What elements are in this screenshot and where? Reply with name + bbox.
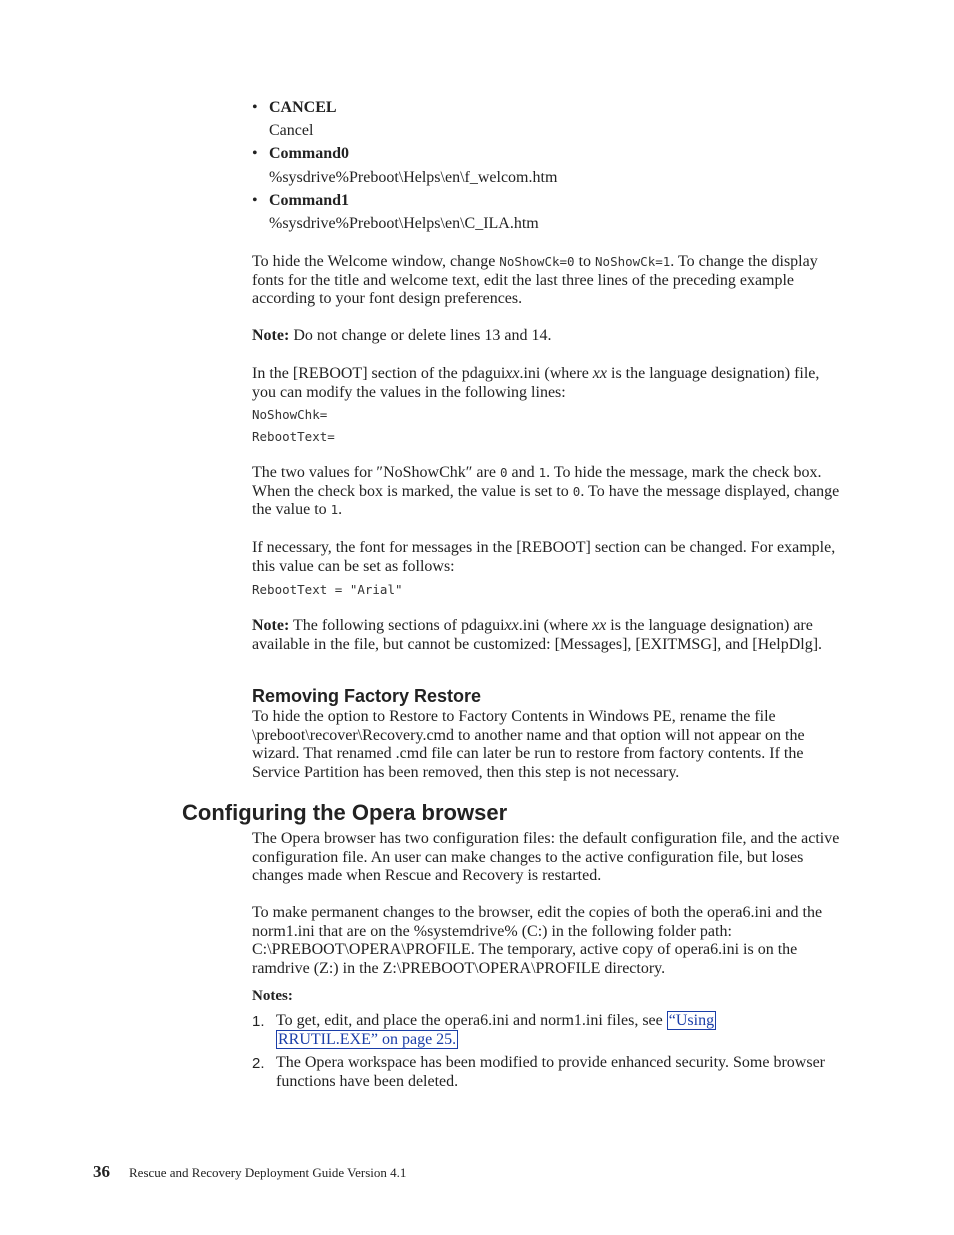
code-line: RebootText= bbox=[252, 429, 335, 444]
paragraph-font-messages: If necessary, the font for messages in the [REBOOT] section can be changed. For example, this value can be set as follows: bbox=[252, 539, 836, 575]
code-line: NoShowChk= bbox=[252, 407, 328, 422]
link-using-rrutil[interactable]: “Using bbox=[668, 1012, 715, 1029]
heading-configuring-opera: Configuring the Opera browser bbox=[182, 800, 508, 825]
text: to bbox=[574, 253, 596, 270]
paragraph-opera-config-files: The Opera browser has two configuration files: the default configuration file, and the active configuration file. An user can make changes to the active configuration file, but loses changes made when Rescue and Recovery is restarted. bbox=[252, 830, 840, 885]
italic-text: xx bbox=[504, 617, 519, 634]
page-number: 36 bbox=[93, 1162, 110, 1181]
note-label: Note: bbox=[252, 327, 290, 344]
paragraph-noshowchk-values bbox=[252, 464, 847, 520]
text: .ini (where bbox=[518, 617, 593, 634]
paragraph-reboot-section bbox=[252, 365, 847, 402]
bullet-command1-label: Command1 bbox=[269, 192, 350, 209]
italic-text: xx bbox=[592, 617, 607, 634]
text: To get, edit, and place the opera6.ini and norm1.ini files, see bbox=[276, 1012, 667, 1029]
note-sections bbox=[252, 617, 847, 654]
code-inline: NoShowCk=1 bbox=[595, 254, 671, 269]
bullet-cancel-value: Cancel bbox=[269, 122, 314, 139]
code-inline: 1 bbox=[538, 465, 547, 480]
bullet-mark: • bbox=[252, 99, 258, 116]
text: . To hide the message, mark the check box. When the check box is marked, the value is set to bbox=[252, 464, 822, 500]
text: is the language designation) file, you can modify the values in the following lines: bbox=[252, 365, 820, 401]
code-inline: 1 bbox=[330, 502, 339, 518]
text: . To have the message displayed, change the value to bbox=[252, 482, 840, 519]
link-using-rrutil[interactable]: RRUTIL.EXE” on page 25. bbox=[278, 1030, 457, 1048]
code-inline: 0 bbox=[499, 465, 508, 480]
note-text: Do not change or delete lines 13 and 14. bbox=[289, 327, 552, 344]
paragraph-hide-welcome bbox=[252, 253, 847, 309]
code-inline: NoShowCk=0 bbox=[499, 254, 575, 269]
note-label: Note: bbox=[252, 617, 290, 634]
text: .ini (where bbox=[519, 365, 593, 382]
text: is the language designation) are available in the file, but cannot be customized: [Messages], [EXITMSG], and [HelpDlg]. bbox=[252, 617, 823, 653]
text: and bbox=[507, 464, 539, 481]
text: The two values for ″NoShowChk″ are bbox=[252, 464, 500, 481]
bullet-cancel-label: CANCEL bbox=[269, 99, 337, 116]
bullet-mark: • bbox=[252, 192, 258, 209]
italic-text: xx bbox=[505, 365, 520, 382]
paragraph-opera-permanent-changes: To make permanent changes to the browser, edit the copies of both the opera6.ini and the norm1.ini that are on the %systemdrive% (C:) in the following folder path: C:\PREBOOT\OPERA\PROFILE. The temporary, active copy of opera6.ini is on the ramdrive (Z:) in the Z:\PREBOOT\OPERA\PROFILE directory. bbox=[252, 904, 823, 977]
notes-label: Notes: bbox=[252, 988, 293, 1004]
note-item-1 bbox=[276, 1012, 846, 1049]
note-number: 2. bbox=[252, 1055, 265, 1072]
note-lines bbox=[252, 327, 847, 346]
code-line: RebootText = "Arial" bbox=[252, 582, 403, 597]
note-number: 1. bbox=[252, 1013, 265, 1030]
bullet-command0-label: Command0 bbox=[269, 145, 350, 162]
italic-text: xx bbox=[592, 365, 607, 382]
text: The following sections of pdagui bbox=[289, 617, 505, 634]
footer-title: Rescue and Recovery Deployment Guide Version 4.1 bbox=[129, 1165, 407, 1180]
text: To hide the Welcome window, change bbox=[252, 253, 500, 270]
text: . To change the display fonts for the title and welcome text, edit the last three lines of the preceding example according to your font design preferences. bbox=[252, 253, 818, 308]
text: . bbox=[338, 501, 343, 519]
text: In the [REBOOT] section of the pdagui bbox=[252, 365, 506, 382]
bullet-command0-value: %sysdrive%Preboot\Helps\en\f_welcom.htm bbox=[269, 169, 558, 186]
bullet-mark: • bbox=[252, 145, 258, 162]
code-inline: 0 bbox=[572, 483, 581, 499]
bullet-command1-value: %sysdrive%Preboot\Helps\en\C_ILA.htm bbox=[269, 215, 539, 232]
heading-removing-factory-restore: Removing Factory Restore bbox=[252, 686, 482, 706]
note-item-2: The Opera workspace has been modified to provide enhanced security. Some browser functions have been deleted. bbox=[276, 1054, 825, 1090]
paragraph-removing-factory-restore: To hide the option to Restore to Factory Contents in Windows PE, rename the file \preboot\recover\Recovery.cmd to another name and that option will not appear on the wizard. That renamed .cmd file can later be run to restore from factory contents. If the Service Partition has been removed, then this step is not necessary. bbox=[252, 708, 805, 781]
